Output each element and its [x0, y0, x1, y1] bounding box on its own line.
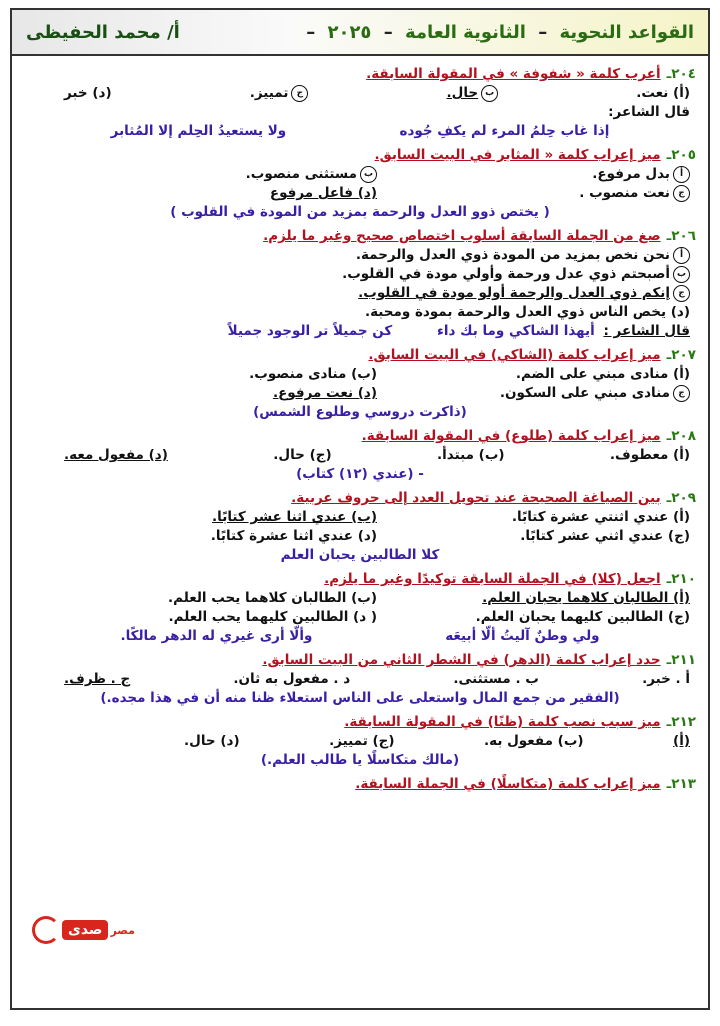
verse — [24, 627, 696, 646]
question-number: ٢٠٥ـ — [666, 147, 696, 163]
option-c[interactable] — [377, 384, 690, 403]
quote-note: كلا الطالبين يحبان العلم — [280, 547, 440, 563]
question-text: ميز إعراب كلمة « المثابر في البيت السابق. — [374, 147, 661, 163]
option-a[interactable]: أ . خبر. — [642, 671, 690, 687]
question-number: ٢١٠ـ — [666, 571, 696, 587]
option-c[interactable] — [377, 184, 690, 203]
options-row — [24, 732, 696, 751]
sada-masr-logo — [32, 916, 135, 944]
question-number: ٢٠٩ـ — [666, 490, 696, 506]
option-d[interactable]: (د) مفعول معه. — [64, 447, 168, 463]
option-d[interactable]: (د) خبر — [64, 85, 112, 101]
question-number: ٢٠٤ـ — [666, 66, 696, 82]
option-b[interactable]: (ب) منادى منصوب. — [249, 366, 377, 382]
verse-first-half: ولي وطنٌ آليتُ ألّا أبيعَه — [445, 628, 600, 644]
header-dash: – — [306, 21, 316, 43]
option-b[interactable]: ب . مستثنى. — [453, 671, 539, 687]
question-number: ٢٠٨ـ — [666, 428, 696, 444]
question-number: ٢٠٧ـ — [666, 347, 696, 363]
options-grid — [24, 589, 696, 627]
option-c-label: منادى مبني على السكون. — [499, 385, 670, 401]
question-208 — [24, 427, 696, 484]
logo-sub-text: مصر — [110, 923, 135, 937]
option-d[interactable]: (د) حال. — [184, 733, 240, 749]
option-d[interactable]: (د) يخص الناس ذوي العدل والرحمة بمودة ومحبة. — [364, 304, 690, 320]
question-number: ٢١١ـ — [666, 652, 696, 668]
quote-note: ( يختص ذوو العدل والرحمة بمزيد من المودة في القلوب ) — [170, 204, 550, 220]
options-row — [24, 446, 696, 465]
option-a[interactable] — [377, 165, 690, 184]
option-b[interactable] — [446, 84, 498, 103]
option-d[interactable]: د . مفعول به ثان. — [233, 671, 351, 687]
verse-first-half: إذا غاب حِلمُ المرء لم يكفِ جُوده — [399, 123, 610, 139]
option-c-label: تمييز. — [249, 85, 289, 101]
option-b-label: حال. — [446, 85, 479, 101]
options-grid — [24, 165, 696, 203]
question-text: ميز سبب نصب كلمة (ظنًا) في المقولة السابقة. — [344, 714, 661, 730]
question-211 — [24, 651, 696, 708]
header-dash: – — [383, 21, 393, 43]
option-b-circle-icon: ب — [673, 266, 690, 283]
option-a-circle-icon: أ — [673, 247, 690, 264]
option-d[interactable]: (د) عندي اثنا عشرة كتابًا. — [210, 528, 377, 544]
header-dash: – — [538, 21, 548, 43]
question-text: بين الصياغة الصحيحة عند تحويل العدد إلى حروف عربية. — [291, 490, 661, 506]
option-b-label: أصبحتم ذوي عدل ورحمة وأولي مودة في القلوب. — [342, 266, 670, 282]
option-c-circle-icon: ج — [291, 85, 308, 102]
question-205 — [24, 146, 696, 222]
poet-intro: قال الشاعر : — [603, 323, 690, 339]
question-213 — [24, 775, 696, 794]
poet-intro: قال الشاعر: — [608, 104, 690, 120]
option-b[interactable]: (ب) عندي اثنا عشر كتابًا. — [212, 509, 377, 525]
options-grid — [24, 508, 696, 546]
question-number: ٢١٢ـ — [666, 714, 696, 730]
question-text: اجعل (كلا) في الجملة السابقة توكيدًا وغير ما يلزم. — [324, 571, 661, 587]
question-207 — [24, 346, 696, 422]
options-row — [24, 84, 696, 103]
option-a-label: نحن نخص بمزيد من المودة ذوي العدل والرحمة. — [355, 247, 670, 263]
option-d[interactable]: (د) فاعل مرفوع — [269, 185, 377, 201]
option-a[interactable]: (أ) نعت. — [636, 85, 690, 101]
quote-note: (مالك متكاسلًا يا طالب العلم.) — [260, 752, 460, 768]
header-author: أ/ محمد الحفيظى — [26, 21, 180, 43]
option-c[interactable] — [250, 84, 309, 103]
option-a-circle-icon: أ — [673, 166, 690, 183]
option-c-circle-icon: ج — [673, 285, 690, 302]
option-c[interactable]: (ج) عندي اثني عشر كتابًا. — [520, 528, 690, 544]
worksheet-page — [10, 8, 710, 1010]
option-a[interactable]: (أ) عندي اثنتي عشرة كتابًا. — [511, 509, 690, 525]
logo-main-text: صدى — [62, 920, 108, 940]
option-b[interactable]: (ب) مفعول به. — [484, 733, 584, 749]
verse — [24, 122, 696, 141]
question-text: ميز إعراب كلمة (طلوع) في المقولة السابقة. — [361, 428, 661, 444]
quote-note: (ذاكرت دروسي وطلوع الشمس) — [253, 404, 467, 420]
option-c-label: نعت منصوب . — [579, 185, 670, 201]
options-grid — [24, 365, 696, 403]
option-a[interactable] — [24, 246, 696, 265]
logo-arc-icon — [32, 916, 60, 944]
options-row — [24, 670, 696, 689]
question-text: صغ من الجملة السابقة أسلوب اختصاص صحيح وغير ما يلزم. — [263, 228, 661, 244]
option-b[interactable]: (ب) الطالبان كلاهما يحب العلم. — [167, 590, 377, 606]
verse-second-half: ولا يستعيدُ الحِلم إلا المُثابر — [110, 123, 287, 139]
option-c-circle-icon: ج — [673, 385, 690, 402]
question-204 — [24, 65, 696, 141]
page-header — [12, 10, 708, 56]
question-210 — [24, 570, 696, 646]
option-a[interactable]: (أ) الطالبان كلاهما يحبان العلم. — [482, 590, 690, 606]
option-c[interactable]: (ج) تمييز. — [329, 733, 395, 749]
option-b-label: مستثنى منصوب. — [245, 166, 357, 182]
option-a-label: بدل مرفوع. — [592, 166, 670, 182]
option-c[interactable]: (ج) حال. — [273, 447, 332, 463]
questions-content — [12, 56, 708, 794]
question-text: ميز إعراب كلمة (متكاسلًا) في الجملة السابقة. — [355, 776, 661, 792]
option-c[interactable]: (ج) الطالبين كليهما يحبان العلم. — [475, 609, 690, 625]
question-212 — [24, 713, 696, 770]
option-a[interactable]: (أ) منادى مبني على الضم. — [515, 366, 690, 382]
option-c[interactable] — [24, 284, 696, 303]
question-text: أعرب كلمة « شفوفة » في المقولة السابقة. — [366, 66, 661, 82]
question-number: ٢٠٦ـ — [666, 228, 696, 244]
option-c-circle-icon: ج — [673, 185, 690, 202]
option-b-circle-icon: ب — [360, 166, 377, 183]
header-subject: القواعد النحوية — [559, 21, 694, 43]
question-text: حدد إعراب كلمة (الدهر) في الشطر الثاني من البيت السابق. — [262, 652, 661, 668]
verse-second-half: كن جميلاً تر الوجود جميلاً — [227, 323, 393, 339]
poet-line — [24, 322, 696, 341]
question-text: ميز إعراب كلمة (الشاكي) في البيت السابق. — [368, 347, 661, 363]
option-d[interactable]: (د) نعت مرفوع. — [272, 385, 377, 401]
option-b[interactable]: (ب) مبتدأ. — [437, 447, 505, 463]
option-b-circle-icon: ب — [481, 85, 498, 102]
verse-first-half: أيهذا الشاكي وما بك داء — [436, 323, 595, 339]
header-level: الثانوية العامة — [404, 21, 526, 43]
question-206 — [24, 227, 696, 341]
question-number: ٢١٣ـ — [666, 776, 696, 792]
option-d[interactable]: ( د) الطالبين كليهما يحب العلم. — [168, 609, 377, 625]
option-a[interactable]: (أ) — [673, 733, 690, 749]
header-left-group — [300, 22, 694, 43]
option-c[interactable]: ج . ظرف. — [64, 671, 131, 687]
quote-note: - (عندي (١٢) كتاب) — [296, 466, 424, 482]
option-b[interactable] — [24, 265, 696, 284]
question-209 — [24, 489, 696, 565]
option-b[interactable] — [64, 165, 377, 184]
verse-second-half: وألّا أرى غيري له الدهر مالكًا. — [120, 628, 313, 644]
quote-note: (الفقير من جمع المال واستعلى على الناس استعلاء ظنا منه أن في هذا مجده.) — [100, 690, 620, 706]
option-a[interactable]: (أ) معطوف. — [609, 447, 690, 463]
header-year: ٢٠٢٥ — [327, 21, 372, 43]
option-c-label: إنكم ذوي العدل والرحمة أولو مودة في القلوب. — [358, 285, 670, 301]
